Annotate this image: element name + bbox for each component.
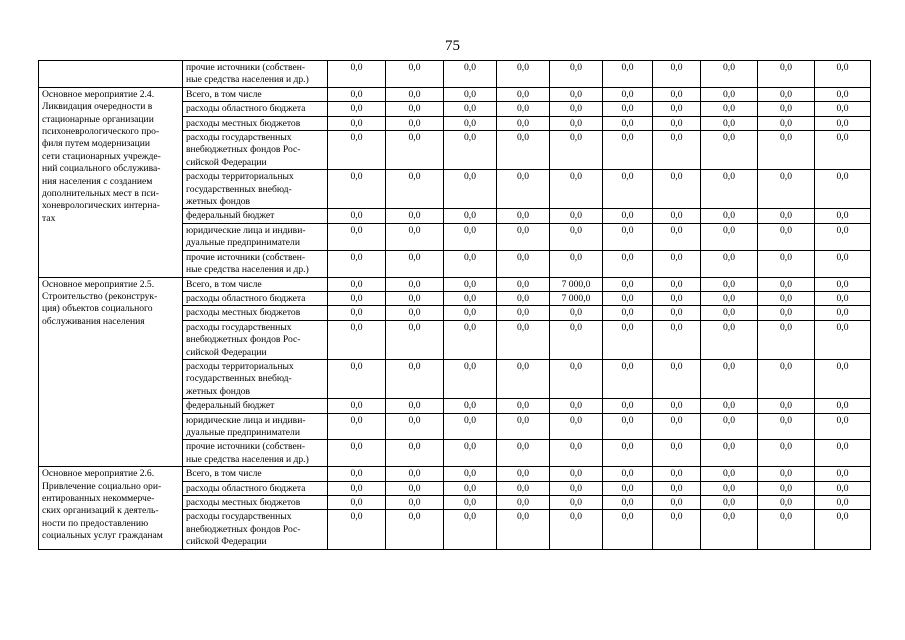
value-cell: 0,0	[653, 87, 701, 101]
value-cell: 0,0	[497, 306, 550, 320]
value-cell: 0,0	[603, 223, 653, 250]
value-cell: 0,0	[328, 359, 386, 398]
value-cell: 0,0	[444, 223, 497, 250]
value-cell: 0,0	[386, 170, 444, 209]
value-cell: 0,0	[758, 399, 815, 413]
value-cell: 0,0	[653, 291, 701, 305]
value-cell: 0,0	[603, 170, 653, 209]
table-row	[39, 87, 871, 101]
value-cell: 0,0	[653, 306, 701, 320]
funding-source-cell: расходы территориальных государственных внебюд- жетных фондов	[183, 170, 328, 209]
value-cell: 0,0	[444, 481, 497, 495]
value-cell: 0,0	[328, 399, 386, 413]
value-cell: 0,0	[758, 291, 815, 305]
value-cell: 0,0	[603, 87, 653, 101]
value-cell: 0,0	[497, 250, 550, 277]
value-cell: 0,0	[550, 399, 603, 413]
value-cell: 0,0	[815, 170, 871, 209]
value-cell: 0,0	[497, 291, 550, 305]
funding-source-cell: расходы местных бюджетов	[183, 306, 328, 320]
value-cell: 0,0	[815, 209, 871, 223]
value-cell: 0,0	[701, 61, 758, 88]
value-cell: 0,0	[497, 399, 550, 413]
funding-source-cell: расходы областного бюджета	[183, 102, 328, 116]
value-cell: 0,0	[758, 467, 815, 481]
value-cell: 0,0	[550, 481, 603, 495]
funding-source-cell: Всего, в том числе	[183, 277, 328, 291]
value-cell: 0,0	[386, 87, 444, 101]
value-cell: 0,0	[758, 359, 815, 398]
value-cell: 0,0	[603, 467, 653, 481]
value-cell: 0,0	[497, 170, 550, 209]
value-cell: 0,0	[815, 413, 871, 440]
value-cell: 7 000,0	[550, 277, 603, 291]
value-cell: 0,0	[386, 291, 444, 305]
value-cell: 0,0	[386, 116, 444, 130]
value-cell: 0,0	[386, 440, 444, 467]
value-cell: 0,0	[701, 320, 758, 359]
value-cell: 0,0	[550, 102, 603, 116]
funding-source-cell: федеральный бюджет	[183, 209, 328, 223]
value-cell: 0,0	[328, 481, 386, 495]
value-cell: 0,0	[603, 510, 653, 549]
activity-cell: Основное мероприятие 2.6. Привлечение социально ори- ентированных некоммерче- ских организаций к деятель- ности по предоставлению социальных услуг гражданам	[39, 467, 183, 549]
value-cell: 0,0	[603, 291, 653, 305]
value-cell: 0,0	[497, 320, 550, 359]
value-cell: 0,0	[815, 223, 871, 250]
value-cell: 0,0	[815, 481, 871, 495]
value-cell: 0,0	[497, 413, 550, 440]
value-cell: 0,0	[386, 359, 444, 398]
value-cell: 0,0	[328, 510, 386, 549]
value-cell: 0,0	[386, 102, 444, 116]
value-cell: 0,0	[550, 87, 603, 101]
value-cell: 0,0	[444, 306, 497, 320]
value-cell: 0,0	[653, 510, 701, 549]
value-cell: 0,0	[701, 209, 758, 223]
value-cell: 0,0	[701, 250, 758, 277]
page-number: 75	[445, 38, 460, 54]
value-cell: 0,0	[550, 496, 603, 510]
value-cell: 0,0	[386, 399, 444, 413]
value-cell: 0,0	[444, 170, 497, 209]
value-cell: 0,0	[758, 102, 815, 116]
value-cell: 0,0	[701, 440, 758, 467]
value-cell: 0,0	[815, 250, 871, 277]
value-cell: 0,0	[701, 277, 758, 291]
value-cell: 0,0	[497, 131, 550, 170]
value-cell: 0,0	[497, 359, 550, 398]
activity-cell: Основное мероприятие 2.4. Ликвидация очередности в стационарные организации психоневрологического про- филя путем модернизации сети стационарных учрежде- ний социального обслужива- ния населения с созданием дополнительных мест в пси- хоневрологических интерна- тах	[39, 87, 183, 277]
value-cell: 0,0	[653, 61, 701, 88]
value-cell: 0,0	[550, 223, 603, 250]
value-cell: 0,0	[815, 399, 871, 413]
value-cell: 0,0	[758, 306, 815, 320]
value-cell: 0,0	[328, 440, 386, 467]
value-cell: 0,0	[603, 250, 653, 277]
funding-source-cell: расходы местных бюджетов	[183, 496, 328, 510]
value-cell: 0,0	[758, 116, 815, 130]
value-cell: 0,0	[328, 250, 386, 277]
value-cell: 0,0	[603, 209, 653, 223]
funding-source-cell: Всего, в том числе	[183, 87, 328, 101]
value-cell: 0,0	[815, 131, 871, 170]
value-cell: 0,0	[328, 467, 386, 481]
value-cell: 0,0	[444, 116, 497, 130]
value-cell: 0,0	[758, 481, 815, 495]
value-cell: 0,0	[701, 399, 758, 413]
value-cell: 0,0	[701, 413, 758, 440]
value-cell: 0,0	[328, 223, 386, 250]
value-cell: 0,0	[550, 359, 603, 398]
value-cell: 0,0	[701, 291, 758, 305]
value-cell: 0,0	[386, 223, 444, 250]
value-cell: 0,0	[701, 481, 758, 495]
value-cell: 0,0	[603, 102, 653, 116]
value-cell: 0,0	[815, 277, 871, 291]
value-cell: 0,0	[444, 209, 497, 223]
value-cell: 0,0	[815, 61, 871, 88]
value-cell: 0,0	[653, 250, 701, 277]
value-cell: 0,0	[603, 61, 653, 88]
value-cell: 0,0	[653, 467, 701, 481]
value-cell: 0,0	[701, 467, 758, 481]
funding-source-cell: расходы местных бюджетов	[183, 116, 328, 130]
funding-source-cell: расходы государственных внебюджетных фондов Рос- сийской Федерации	[183, 320, 328, 359]
value-cell: 0,0	[550, 440, 603, 467]
value-cell: 0,0	[815, 102, 871, 116]
funding-source-cell: прочие источники (собствен- ные средства населения и др.)	[183, 440, 328, 467]
value-cell: 0,0	[758, 170, 815, 209]
value-cell: 0,0	[701, 170, 758, 209]
value-cell: 0,0	[444, 320, 497, 359]
value-cell: 0,0	[603, 131, 653, 170]
value-cell: 0,0	[701, 496, 758, 510]
value-cell: 0,0	[386, 61, 444, 88]
value-cell: 0,0	[386, 131, 444, 170]
value-cell: 0,0	[815, 291, 871, 305]
value-cell: 0,0	[550, 131, 603, 170]
value-cell: 0,0	[653, 413, 701, 440]
budget-table	[38, 60, 871, 550]
value-cell: 0,0	[815, 467, 871, 481]
budget-table-body	[39, 61, 871, 550]
value-cell: 0,0	[328, 209, 386, 223]
funding-source-cell: расходы государственных внебюджетных фондов Рос- сийской Федерации	[183, 510, 328, 549]
value-cell: 0,0	[550, 170, 603, 209]
value-cell: 0,0	[497, 87, 550, 101]
value-cell: 0,0	[328, 102, 386, 116]
value-cell: 0,0	[386, 250, 444, 277]
value-cell: 0,0	[386, 467, 444, 481]
value-cell: 0,0	[550, 61, 603, 88]
value-cell: 0,0	[603, 116, 653, 130]
value-cell: 0,0	[815, 320, 871, 359]
value-cell: 0,0	[497, 481, 550, 495]
value-cell: 0,0	[444, 277, 497, 291]
table-row	[39, 61, 871, 88]
value-cell: 0,0	[386, 481, 444, 495]
value-cell: 0,0	[603, 359, 653, 398]
value-cell: 0,0	[386, 510, 444, 549]
value-cell: 0,0	[758, 223, 815, 250]
value-cell: 0,0	[444, 399, 497, 413]
value-cell: 0,0	[758, 320, 815, 359]
value-cell: 0,0	[653, 496, 701, 510]
value-cell: 0,0	[603, 481, 653, 495]
value-cell: 0,0	[758, 413, 815, 440]
value-cell: 0,0	[701, 131, 758, 170]
value-cell: 0,0	[603, 277, 653, 291]
value-cell: 0,0	[603, 399, 653, 413]
value-cell: 0,0	[386, 277, 444, 291]
value-cell: 0,0	[550, 306, 603, 320]
value-cell: 0,0	[328, 496, 386, 510]
value-cell: 0,0	[758, 277, 815, 291]
value-cell: 0,0	[758, 496, 815, 510]
value-cell: 0,0	[328, 413, 386, 440]
value-cell: 0,0	[550, 116, 603, 130]
funding-source-cell: прочие источники (собствен- ные средства населения и др.)	[183, 61, 328, 88]
value-cell: 0,0	[653, 320, 701, 359]
funding-source-cell: юридические лица и индиви- дуальные предприниматели	[183, 223, 328, 250]
value-cell: 0,0	[497, 116, 550, 130]
table-row	[39, 467, 871, 481]
value-cell: 0,0	[653, 440, 701, 467]
value-cell: 0,0	[444, 440, 497, 467]
value-cell: 0,0	[758, 61, 815, 88]
value-cell: 0,0	[444, 467, 497, 481]
value-cell: 0,0	[603, 306, 653, 320]
value-cell: 0,0	[815, 87, 871, 101]
value-cell: 0,0	[758, 209, 815, 223]
value-cell: 0,0	[603, 320, 653, 359]
value-cell: 0,0	[444, 359, 497, 398]
value-cell: 0,0	[758, 440, 815, 467]
activity-cell: Основное мероприятие 2.5. Строительство (реконструк- ция) объектов социального обслуживания населения	[39, 277, 183, 467]
value-cell: 0,0	[701, 359, 758, 398]
value-cell: 0,0	[497, 277, 550, 291]
value-cell: 0,0	[701, 306, 758, 320]
value-cell: 0,0	[550, 467, 603, 481]
value-cell: 0,0	[815, 306, 871, 320]
value-cell: 0,0	[328, 170, 386, 209]
value-cell: 0,0	[386, 413, 444, 440]
value-cell: 0,0	[444, 131, 497, 170]
value-cell: 0,0	[550, 320, 603, 359]
value-cell: 0,0	[386, 306, 444, 320]
value-cell: 0,0	[603, 496, 653, 510]
activity-cell	[39, 61, 183, 88]
value-cell: 0,0	[653, 102, 701, 116]
value-cell: 0,0	[386, 496, 444, 510]
value-cell: 0,0	[328, 131, 386, 170]
value-cell: 0,0	[653, 116, 701, 130]
value-cell: 0,0	[758, 87, 815, 101]
value-cell: 0,0	[328, 87, 386, 101]
value-cell: 0,0	[653, 481, 701, 495]
value-cell: 0,0	[497, 496, 550, 510]
value-cell: 0,0	[550, 510, 603, 549]
value-cell: 0,0	[653, 131, 701, 170]
value-cell: 0,0	[497, 61, 550, 88]
value-cell: 0,0	[815, 496, 871, 510]
value-cell: 0,0	[328, 61, 386, 88]
value-cell: 0,0	[758, 250, 815, 277]
value-cell: 0,0	[444, 413, 497, 440]
funding-source-cell: расходы областного бюджета	[183, 291, 328, 305]
value-cell: 0,0	[497, 209, 550, 223]
funding-source-cell: прочие источники (собствен- ные средства населения и др.)	[183, 250, 328, 277]
value-cell: 0,0	[653, 170, 701, 209]
value-cell: 0,0	[444, 291, 497, 305]
value-cell: 0,0	[550, 250, 603, 277]
value-cell: 0,0	[758, 131, 815, 170]
funding-source-cell: расходы областного бюджета	[183, 481, 328, 495]
value-cell: 0,0	[550, 209, 603, 223]
value-cell: 0,0	[653, 223, 701, 250]
funding-source-cell: расходы территориальных государственных внебюд- жетных фондов	[183, 359, 328, 398]
value-cell: 0,0	[497, 467, 550, 481]
value-cell: 0,0	[444, 496, 497, 510]
value-cell: 0,0	[758, 510, 815, 549]
value-cell: 0,0	[701, 223, 758, 250]
value-cell: 0,0	[497, 102, 550, 116]
value-cell: 0,0	[444, 61, 497, 88]
value-cell: 0,0	[444, 250, 497, 277]
value-cell: 0,0	[653, 399, 701, 413]
value-cell: 0,0	[497, 510, 550, 549]
value-cell: 0,0	[444, 510, 497, 549]
value-cell: 0,0	[328, 116, 386, 130]
value-cell: 0,0	[550, 413, 603, 440]
value-cell: 0,0	[701, 116, 758, 130]
value-cell: 0,0	[653, 277, 701, 291]
value-cell: 0,0	[386, 320, 444, 359]
funding-source-cell: юридические лица и индиви- дуальные предприниматели	[183, 413, 328, 440]
funding-source-cell: расходы государственных внебюджетных фондов Рос- сийской Федерации	[183, 131, 328, 170]
value-cell: 0,0	[328, 291, 386, 305]
value-cell: 0,0	[603, 440, 653, 467]
value-cell: 0,0	[653, 209, 701, 223]
value-cell: 0,0	[444, 87, 497, 101]
value-cell: 0,0	[444, 102, 497, 116]
value-cell: 0,0	[497, 223, 550, 250]
value-cell: 0,0	[701, 102, 758, 116]
value-cell: 0,0	[815, 510, 871, 549]
value-cell: 0,0	[328, 306, 386, 320]
table-row	[39, 277, 871, 291]
funding-source-cell: Всего, в том числе	[183, 467, 328, 481]
value-cell: 0,0	[815, 359, 871, 398]
value-cell: 0,0	[386, 209, 444, 223]
value-cell: 0,0	[603, 413, 653, 440]
value-cell: 0,0	[328, 277, 386, 291]
value-cell: 0,0	[815, 116, 871, 130]
value-cell: 0,0	[701, 510, 758, 549]
value-cell: 0,0	[653, 359, 701, 398]
funding-source-cell: федеральный бюджет	[183, 399, 328, 413]
value-cell: 0,0	[497, 440, 550, 467]
value-cell: 7 000,0	[550, 291, 603, 305]
value-cell: 0,0	[328, 320, 386, 359]
value-cell: 0,0	[815, 440, 871, 467]
value-cell: 0,0	[701, 87, 758, 101]
